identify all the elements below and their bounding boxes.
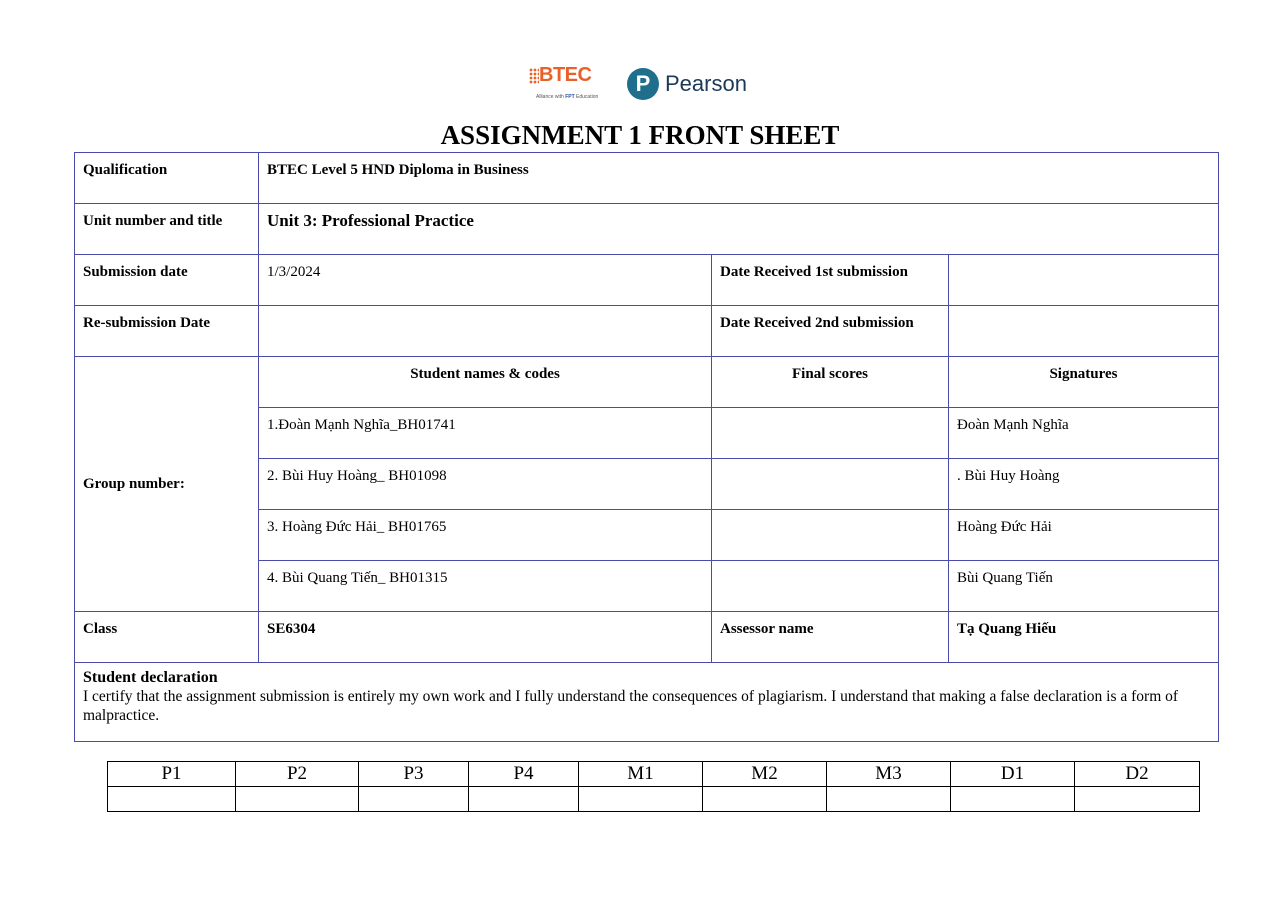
students-header: Student names & codes bbox=[259, 357, 712, 408]
grades-table bbox=[107, 761, 1200, 812]
btec-logo-text: BTEC bbox=[539, 64, 592, 86]
grade-value-d2 bbox=[1075, 787, 1200, 812]
declaration-text: I certify that the assignment submission is entirely my own work and I fully understand the consequences of plagiarism. I understand that making a false declaration is a form of malpractice. bbox=[83, 688, 1179, 724]
pearson-mark-icon: P bbox=[627, 68, 659, 100]
grade-value-p1 bbox=[108, 787, 236, 812]
student-name: 1.Đoàn Mạnh Nghĩa_BH01741 bbox=[259, 408, 712, 459]
grade-value-d1 bbox=[951, 787, 1075, 812]
grade-value-m2 bbox=[703, 787, 827, 812]
student-score bbox=[712, 561, 949, 612]
student-signature: . Bùi Huy Hoàng bbox=[949, 459, 1219, 510]
student-score bbox=[712, 510, 949, 561]
grade-value-p3 bbox=[359, 787, 469, 812]
date-received-2-value bbox=[949, 306, 1219, 357]
unit-row bbox=[75, 204, 1219, 255]
student-declaration bbox=[75, 663, 1219, 742]
grade-header-p4: P4 bbox=[469, 762, 579, 787]
page-title: ASSIGNMENT 1 FRONT SHEET bbox=[440, 120, 840, 150]
grade-header-m3: M3 bbox=[827, 762, 951, 787]
submission-row bbox=[75, 255, 1219, 306]
qualification-row bbox=[75, 153, 1219, 204]
grade-header-p1: P1 bbox=[108, 762, 236, 787]
grade-header-d2: D2 bbox=[1075, 762, 1200, 787]
grade-header-p3: P3 bbox=[359, 762, 469, 787]
unit-value: Unit 3: Professional Practice bbox=[259, 204, 1219, 255]
class-label: Class bbox=[75, 612, 259, 663]
submission-date-label: Submission date bbox=[75, 255, 259, 306]
submission-date-value: 1/3/2024 bbox=[259, 255, 712, 306]
date-received-1-value bbox=[949, 255, 1219, 306]
date-received-1-label: Date Received 1st submission bbox=[712, 255, 949, 306]
grade-header-p2: P2 bbox=[236, 762, 359, 787]
resubmission-value bbox=[259, 306, 712, 357]
header-logos bbox=[525, 60, 750, 108]
qualification-label: Qualification bbox=[75, 153, 259, 204]
student-signature: Hoàng Đức Hải bbox=[949, 510, 1219, 561]
student-signature: Bùi Quang Tiến bbox=[949, 561, 1219, 612]
declaration-title: Student declaration bbox=[83, 669, 218, 686]
assessor-label: Assessor name bbox=[712, 612, 949, 663]
grade-value-p2 bbox=[236, 787, 359, 812]
resubmission-row bbox=[75, 306, 1219, 357]
btec-logo bbox=[525, 60, 605, 108]
grade-header-m2: M2 bbox=[703, 762, 827, 787]
class-row bbox=[75, 612, 1219, 663]
grade-value-p4 bbox=[469, 787, 579, 812]
declaration-row bbox=[75, 663, 1219, 742]
btec-tagline: Alliance with FPT Education bbox=[536, 94, 599, 100]
student-name: 2. Bùi Huy Hoàng_ BH01098 bbox=[259, 459, 712, 510]
group-number-label: Group number: bbox=[75, 357, 259, 612]
grade-header-d1: D1 bbox=[951, 762, 1075, 787]
pearson-logo-text: Pearson bbox=[665, 71, 747, 96]
scores-header: Final scores bbox=[712, 357, 949, 408]
unit-label: Unit number and title bbox=[75, 204, 259, 255]
pearson-logo bbox=[627, 68, 747, 100]
btec-dots-icon bbox=[529, 68, 539, 84]
resubmission-label: Re-submission Date bbox=[75, 306, 259, 357]
grades-header-row bbox=[108, 762, 1200, 787]
student-name: 3. Hoàng Đức Hải_ BH01765 bbox=[259, 510, 712, 561]
student-signature: Đoàn Mạnh Nghĩa bbox=[949, 408, 1219, 459]
class-value: SE6304 bbox=[259, 612, 712, 663]
grade-value-m3 bbox=[827, 787, 951, 812]
grade-header-m1: M1 bbox=[579, 762, 703, 787]
group-header-row bbox=[75, 357, 1219, 408]
signatures-header: Signatures bbox=[949, 357, 1219, 408]
student-score bbox=[712, 408, 949, 459]
grade-value-m1 bbox=[579, 787, 703, 812]
student-score bbox=[712, 459, 949, 510]
student-name: 4. Bùi Quang Tiến_ BH01315 bbox=[259, 561, 712, 612]
grades-value-row bbox=[108, 787, 1200, 812]
front-sheet-table bbox=[74, 152, 1219, 742]
assessor-value: Tạ Quang Hiếu bbox=[949, 612, 1219, 663]
qualification-value: BTEC Level 5 HND Diploma in Business bbox=[259, 153, 1219, 204]
date-received-2-label: Date Received 2nd submission bbox=[712, 306, 949, 357]
